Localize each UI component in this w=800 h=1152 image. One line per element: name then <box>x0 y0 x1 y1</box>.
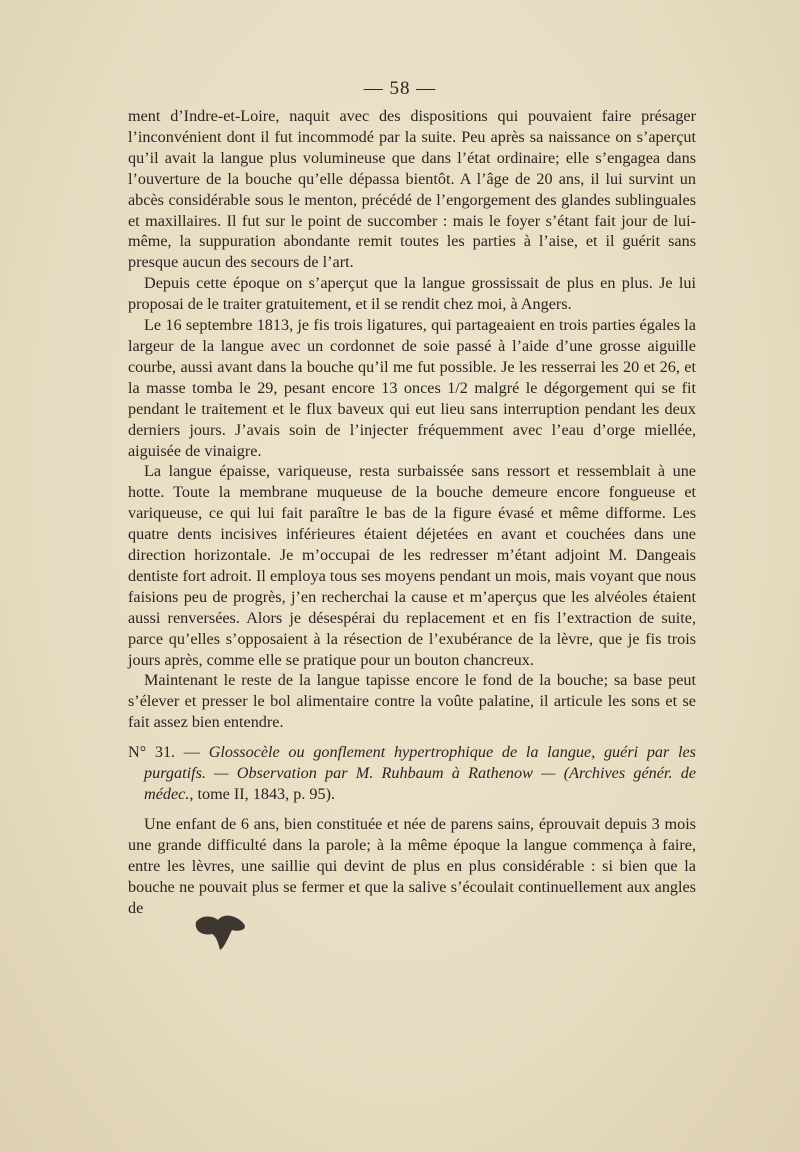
observation-reference: tome II, 1843, p. 95). <box>193 785 336 803</box>
observation-heading <box>128 742 696 805</box>
paragraph-4: La langue épaisse, variqueuse, resta surbaissée sans ressort et ressemblait à une hotte. Toute la membrane muqueuse de la bouche demeure encore fongueuse et variqueuse, ce qui lui fait paraître le bas de la figure évasé et même difforme. Les quatre dents incisives inférieures étaient déjetées en avant et couchées dans une direction horizontale. Je m’occupai de les redresser m’étant adjoint M. Dangeais dentiste fort adroit. Il employa tous ses moyens pendant un mois, mais voyant que nous faisions peu de progrès, j’en recherchai la cause et m’aperçus que les alvéoles étaient aussi renversées. Alors je désespérai du replacement et en fis l’extraction de suite, parce qu’elles s’opposaient à la résection de l’exubérance de la lèvre, que je fis trois jours après, comme elle se pratique pour un bouton chancreux. <box>128 462 696 669</box>
paragraph-1: ment d’Indre-et-Loire, naquit avec des dispositions qui pouvaient faire présager l’inconvénient dont il fut incommodé par la suite. Peu après sa naissance on s’aperçut qu’il avait la langue plus volumineuse que dans l’état ordinaire; elle s’engagea dans l’ouverture de la bouche qu’elle dépassa bientôt. A l’âge de 20 ans, il lui survint un abcès considérable sous le menton, précédé de l’engorgement des glandes sublinguales et maxillaires. Il fut sur le point de succomber : mais le foyer s’étant fait jour de lui-même, la suppuration abondante remit toutes les parties à l’aise, et il guérit sans presque aucun des secours de l’art. <box>128 107 696 272</box>
paragraph-2: Depuis cette époque on s’aperçut que la langue grossissait de plus en plus. Je lui proposai de le traiter gratuitement, et il se rendit chez moi, à Angers. <box>128 274 696 314</box>
page-number: — 58 — <box>363 78 437 99</box>
body-text <box>128 106 696 918</box>
observation-title: Glossocèle ou gonflement hypertrophique de la langue, guéri par les purgatifs. — Observation par M. Ruhbaum à Rathenow — (Archives génér. de médec., <box>144 743 696 803</box>
paragraph-3: Le 16 septembre 1813, je fis trois ligatures, qui partageaient en trois parties égales la largeur de la langue avec un cordonnet de soie passé à l’aide d’une grosse aiguille courbe, aussi avant dans la bouche qu’il me fut possible. Je les resserrai les 20 et 26, et la masse tomba le 29, pesant encore 13 onces 1/2 malgré le dégorgement qui se fit pendant le traitement et le flux baveux qui eut lieu sans interruption pendant les deux derniers jours. J’avais soin de l’injecter fréquemment avec l’eau d’orge miellée, aiguisée de vinaigre. <box>128 316 696 460</box>
observation-number: N° 31. — <box>128 743 209 762</box>
paragraph-5: Maintenant le reste de la langue tapisse encore le fond de la bouche; sa base peut s’élever et presser le bol alimentaire contre la voûte palatine, il articule les sons et se fait assez bien entendre. <box>128 671 696 732</box>
paragraph-6: Une enfant de 6 ans, bien constituée et née de parens sains, éprouvait depuis 3 mois une grande difficulté dans la parole; à la même époque la langue commença à faire, entre les lèvres, une saillie qui devint de plus en plus considérable : si bien que la bouche ne pouvait plus se fermer et que la salive s’écoulait continuellement aux angles de <box>128 814 696 917</box>
ink-blot <box>188 904 250 952</box>
